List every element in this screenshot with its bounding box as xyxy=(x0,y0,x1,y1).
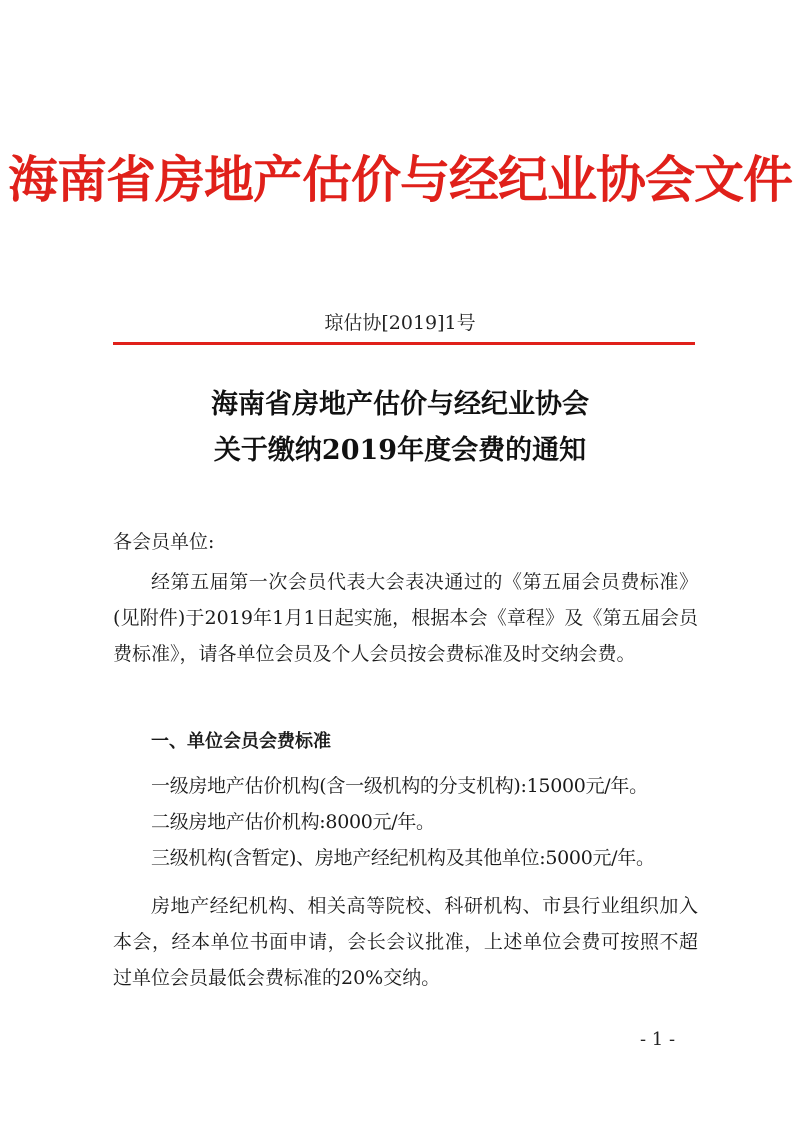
intro-paragraph: 经第五届第一次会员代表大会表决通过的《第五届会员费标准》(见附件)于2019年1月1日起实施，根据本会《章程》及《第五届会员费标准》，请各单位会员及个人会员按会费标准及时交纳会费。 xyxy=(113,571,698,665)
section-heading-unit-fees: 一、单位会员会费标准 xyxy=(151,731,331,752)
fee-list xyxy=(113,768,698,876)
fee-line-level-2: 二级房地产估价机构:8000元/年。 xyxy=(151,811,435,833)
fee-line-level-3: 三级机构(含暂定)、房地产经纪机构及其他单位:5000元/年。 xyxy=(151,847,655,869)
red-divider-rule xyxy=(113,342,695,345)
notice-title-line-1: 海南省房地产估价与经纪业协会 xyxy=(211,389,589,420)
notice-title-line-2: 关于缴纳2019年度会费的通知 xyxy=(213,435,587,466)
fee-line-level-1: 一级房地产估价机构(含一级机构的分支机构):15000元/年。 xyxy=(151,775,648,797)
document-number: 琼估协[2019]1号 xyxy=(324,312,476,334)
salutation: 各会员单位: xyxy=(113,531,215,553)
page-number: - 1 - xyxy=(640,1029,676,1050)
reduction-paragraph: 房地产经纪机构、相关高等院校、科研机构、市县行业组织加入本会，经本单位书面申请，会长会议批准，上述单位会费可按照不超过单位会员最低会费标准的20%交纳。 xyxy=(113,895,698,989)
masthead-title: 海南省房地产估价与经纪业协会文件 xyxy=(8,150,792,209)
notice-title xyxy=(0,382,800,474)
